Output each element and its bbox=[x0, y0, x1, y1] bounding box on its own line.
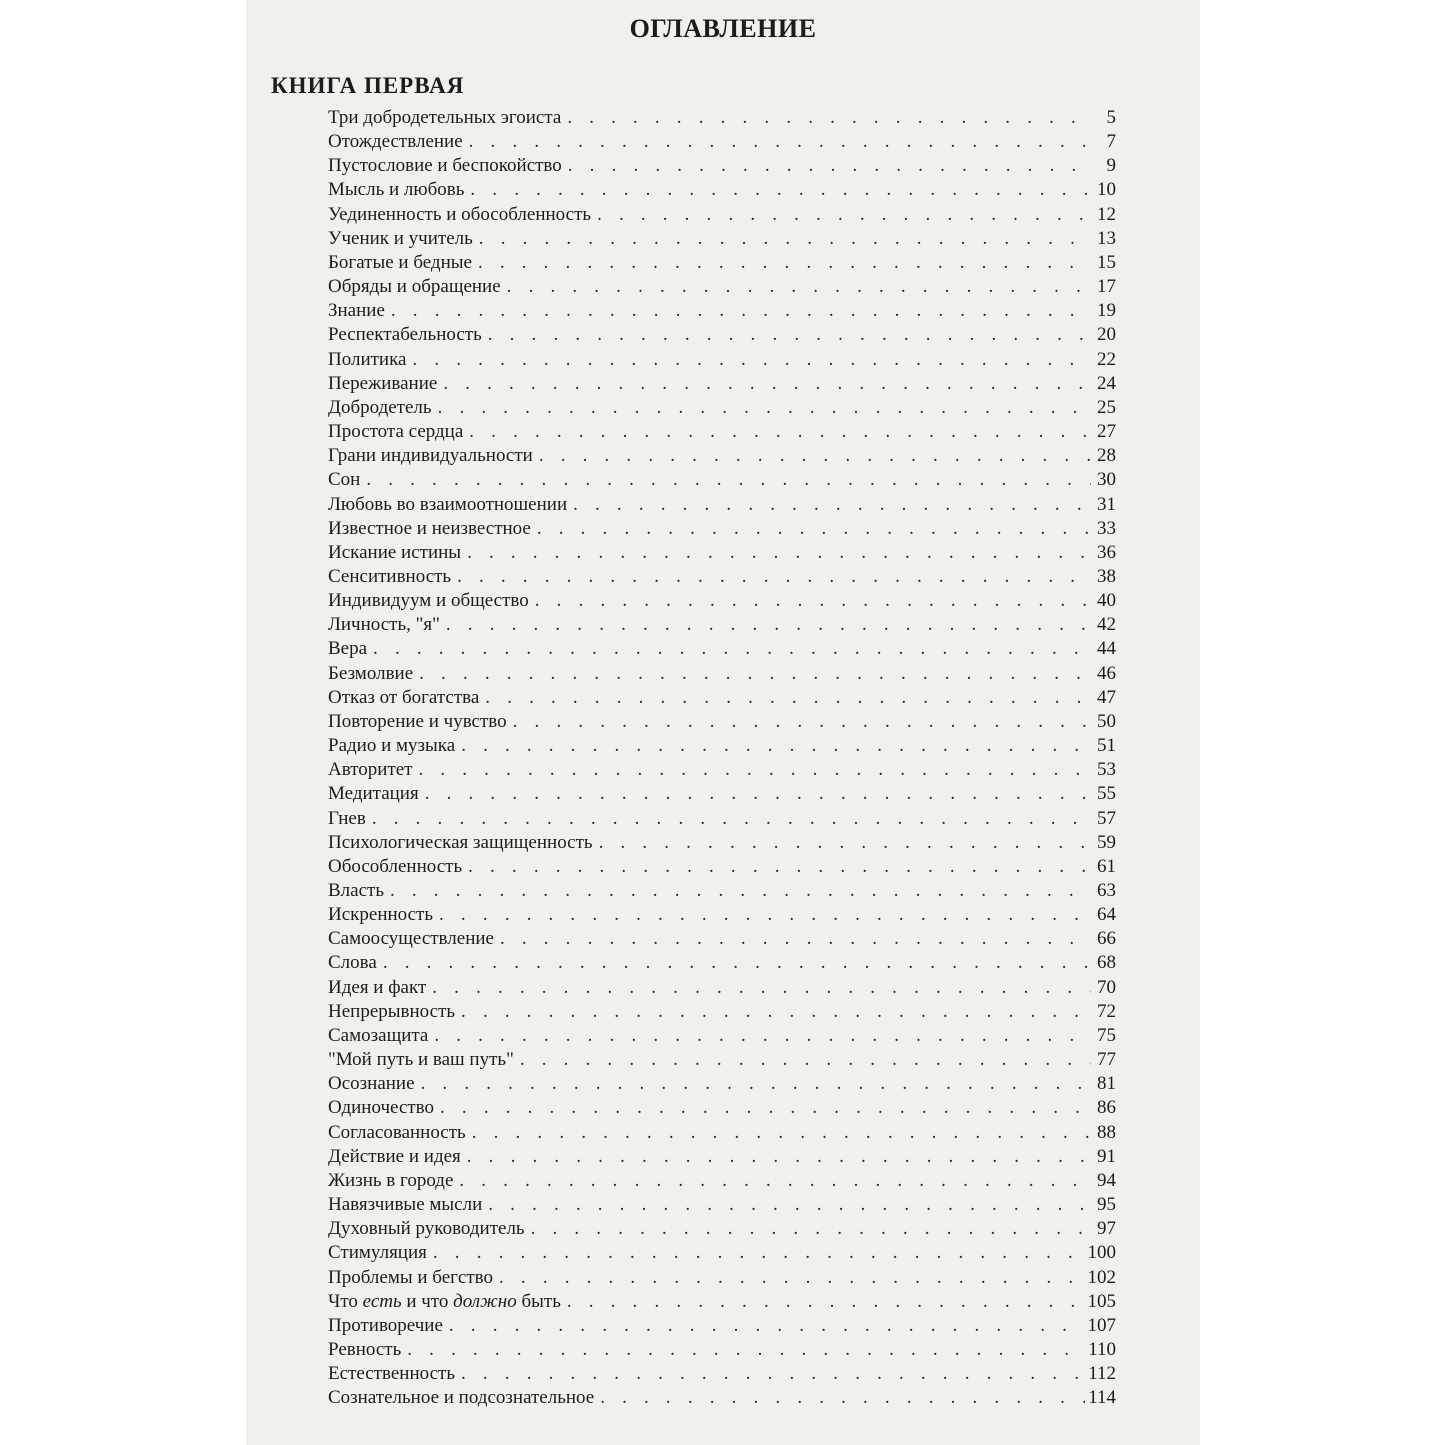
toc-entry-title: Проблемы и бегство bbox=[328, 1266, 494, 1288]
toc-page-number: 40 bbox=[1097, 590, 1116, 612]
toc-entry bbox=[328, 1241, 1116, 1265]
toc-entry-title: Радио и музыка bbox=[328, 735, 456, 757]
toc-entry-title: Гнев bbox=[328, 807, 366, 829]
toc-entry bbox=[328, 1386, 1116, 1410]
toc-entry bbox=[328, 1024, 1116, 1048]
toc-entry bbox=[328, 637, 1116, 661]
toc-entry-title: Три добродетельных эгоиста bbox=[328, 107, 562, 128]
toc-entry bbox=[328, 927, 1116, 951]
page-title: ОГЛАВЛЕНИЕ bbox=[629, 14, 817, 43]
toc-page-number: 36 bbox=[1097, 541, 1116, 563]
toc-dot-leader bbox=[461, 1362, 1085, 1386]
toc-entry bbox=[328, 1338, 1116, 1362]
toc-dot-leader bbox=[472, 1121, 1091, 1145]
toc-entry-title: Самоосуществление bbox=[328, 928, 494, 950]
toc-entry-title: Отказ от богатства bbox=[328, 686, 480, 708]
toc-dot-leader bbox=[407, 1338, 1085, 1362]
toc-dot-leader bbox=[366, 468, 1091, 492]
toc-page-number: 59 bbox=[1097, 831, 1116, 853]
toc-entry bbox=[328, 1290, 1116, 1314]
toc-page-number: 112 bbox=[1088, 1363, 1116, 1385]
toc-entry-title: Сознательное и подсознательное bbox=[328, 1387, 595, 1409]
toc-dot-leader bbox=[467, 1145, 1091, 1169]
toc-dot-leader bbox=[567, 1290, 1085, 1314]
toc-dot-leader bbox=[418, 758, 1091, 782]
toc-page-number: 13 bbox=[1097, 227, 1116, 249]
toc-entry-title: Безмолвие bbox=[328, 662, 414, 684]
toc-entry-title: Ученик и учитель bbox=[328, 227, 473, 249]
toc-entry-title: Навязчивые мысли bbox=[328, 1194, 483, 1216]
toc-entry bbox=[328, 1266, 1116, 1290]
toc-entry bbox=[328, 758, 1116, 782]
toc-entry bbox=[328, 444, 1116, 468]
toc-entry-title: Медитация bbox=[328, 783, 419, 805]
table-of-contents bbox=[328, 106, 1116, 1410]
toc-page-number: 55 bbox=[1097, 783, 1116, 805]
toc-entry-title: Что есть и что должно быть bbox=[328, 1290, 561, 1312]
toc-entry bbox=[328, 348, 1116, 372]
toc-page-number: 7 bbox=[1106, 131, 1116, 153]
toc-dot-leader bbox=[488, 323, 1091, 347]
toc-dot-leader bbox=[412, 348, 1091, 372]
toc-dot-leader bbox=[531, 1217, 1091, 1241]
toc-dot-leader bbox=[440, 1096, 1091, 1120]
toc-entry-title: Обряды и обращение bbox=[328, 276, 501, 298]
toc-entry bbox=[328, 323, 1116, 347]
toc-page-number: 51 bbox=[1097, 735, 1116, 757]
toc-entry-title: Духовный руководитель bbox=[328, 1218, 525, 1240]
toc-entry-title: Ревность bbox=[328, 1338, 402, 1360]
toc-entry-title: Искание истины bbox=[328, 541, 462, 563]
toc-dot-leader bbox=[425, 782, 1091, 806]
toc-dot-leader bbox=[434, 1024, 1091, 1048]
toc-entry bbox=[328, 420, 1116, 444]
toc-entry-title: Стимуляция bbox=[328, 1242, 427, 1264]
toc-page-number: 107 bbox=[1087, 1314, 1116, 1336]
toc-entry-title: Пустословие и беспокойство bbox=[328, 155, 562, 177]
toc-entry-title: "Мой путь и ваш путь" bbox=[328, 1049, 514, 1071]
toc-entry bbox=[328, 1121, 1116, 1145]
toc-dot-leader bbox=[539, 444, 1091, 468]
toc-page-number: 86 bbox=[1097, 1097, 1116, 1119]
toc-page-number: 10 bbox=[1097, 179, 1116, 201]
toc-entry bbox=[328, 1048, 1116, 1072]
toc-dot-leader bbox=[449, 1314, 1085, 1338]
toc-dot-leader bbox=[446, 613, 1091, 637]
toc-entry bbox=[328, 662, 1116, 686]
toc-entry bbox=[328, 565, 1116, 589]
toc-dot-leader bbox=[468, 855, 1091, 879]
toc-dot-leader bbox=[461, 1000, 1091, 1024]
toc-page-number: 88 bbox=[1097, 1121, 1116, 1143]
toc-entry-title: Политика bbox=[328, 348, 407, 370]
toc-page-number: 5 bbox=[1106, 107, 1116, 128]
toc-entry bbox=[328, 734, 1116, 758]
toc-entry-title: Известное и неизвестное bbox=[328, 517, 531, 539]
toc-entry-title: Простота сердца bbox=[328, 421, 464, 443]
toc-entry-title: Грани индивидуальности bbox=[328, 445, 533, 467]
toc-page-number: 77 bbox=[1097, 1049, 1116, 1071]
toc-page-number: 31 bbox=[1097, 493, 1116, 515]
toc-entry-title: Повторение и чувство bbox=[328, 710, 507, 732]
toc-page-number: 47 bbox=[1097, 686, 1116, 708]
toc-page-number: 110 bbox=[1088, 1338, 1116, 1360]
toc-page-number: 57 bbox=[1097, 807, 1116, 829]
toc-entry-title: Сон bbox=[328, 469, 361, 491]
toc-page-number: 81 bbox=[1097, 1073, 1116, 1095]
toc-page-number: 24 bbox=[1097, 372, 1116, 394]
toc-entry bbox=[328, 807, 1116, 831]
toc-dot-leader bbox=[433, 1241, 1085, 1265]
toc-entry-title: Согласованность bbox=[328, 1121, 466, 1143]
toc-entry bbox=[328, 541, 1116, 565]
toc-entry bbox=[328, 613, 1116, 637]
section-title: КНИГА ПЕРВАЯ bbox=[271, 73, 465, 98]
toc-page-number: 75 bbox=[1097, 1024, 1116, 1046]
toc-entry-title: Вера bbox=[328, 638, 368, 660]
toc-entry-title: Знание bbox=[328, 300, 385, 322]
toc-entry bbox=[328, 1217, 1116, 1241]
toc-dot-leader bbox=[535, 589, 1091, 613]
toc-entry-title: Богатые и бедные bbox=[328, 251, 472, 273]
toc-dot-leader bbox=[568, 154, 1091, 178]
toc-entry-title: Противоречие bbox=[328, 1314, 443, 1336]
toc-entry-title: Власть bbox=[328, 880, 384, 901]
toc-entry bbox=[328, 251, 1116, 275]
toc-page-number: 15 bbox=[1097, 251, 1116, 273]
toc-entry bbox=[328, 903, 1116, 927]
toc-entry-title: Уединенность и обособленность bbox=[328, 203, 592, 225]
toc-entry-title: Добродетель bbox=[328, 396, 432, 418]
toc-entry bbox=[328, 130, 1116, 154]
toc-dot-leader bbox=[513, 710, 1091, 734]
toc-entry bbox=[328, 855, 1116, 879]
toc-entry-title: Обособленность bbox=[328, 855, 463, 877]
toc-page-number: 12 bbox=[1097, 203, 1116, 225]
toc-page-number: 64 bbox=[1097, 904, 1116, 926]
toc-page-number: 42 bbox=[1097, 614, 1116, 636]
toc-dot-leader bbox=[470, 178, 1091, 202]
toc-dot-leader bbox=[443, 372, 1091, 396]
toc-dot-leader bbox=[469, 420, 1091, 444]
toc-dot-leader bbox=[439, 903, 1091, 927]
toc-page-number: 95 bbox=[1097, 1194, 1116, 1216]
toc-entry-title: Идея и факт bbox=[328, 976, 427, 998]
toc-page-number: 114 bbox=[1088, 1387, 1116, 1409]
toc-page-number: 44 bbox=[1097, 638, 1116, 660]
toc-dot-leader bbox=[478, 251, 1091, 275]
toc-page-number: 105 bbox=[1087, 1290, 1116, 1312]
toc-entry bbox=[328, 1000, 1116, 1024]
toc-entry-title: Авторитет bbox=[328, 759, 413, 781]
toc-page-number: 97 bbox=[1097, 1218, 1116, 1240]
toc-entry bbox=[328, 1096, 1116, 1120]
toc-page-number: 20 bbox=[1097, 324, 1116, 346]
toc-entry bbox=[328, 1314, 1116, 1338]
toc-entry-title: Психологическая защищенность bbox=[328, 831, 593, 853]
toc-page-number: 19 bbox=[1097, 300, 1116, 322]
toc-entry-title: Непрерывность bbox=[328, 1000, 456, 1022]
toc-entry bbox=[328, 227, 1116, 251]
toc-dot-leader bbox=[479, 227, 1091, 251]
toc-dot-leader bbox=[383, 951, 1091, 975]
toc-entry-title: Личность, "я" bbox=[328, 614, 440, 636]
toc-dot-leader bbox=[597, 203, 1091, 227]
toc-page-number: 100 bbox=[1087, 1242, 1116, 1264]
toc-entry-title: Действие и идея bbox=[328, 1145, 461, 1167]
toc-entry-title: Респектабельность bbox=[328, 324, 482, 346]
toc-entry bbox=[328, 710, 1116, 734]
toc-entry-title: Жизнь в городе bbox=[328, 1169, 454, 1191]
toc-dot-leader bbox=[520, 1048, 1091, 1072]
toc-dot-leader bbox=[467, 541, 1091, 565]
toc-entry bbox=[328, 1362, 1116, 1386]
toc-entry bbox=[328, 396, 1116, 420]
toc-entry bbox=[328, 299, 1116, 323]
toc-dot-leader bbox=[600, 1386, 1085, 1410]
toc-page-number: 38 bbox=[1097, 565, 1116, 587]
toc-entry bbox=[328, 1193, 1116, 1217]
toc-entry bbox=[328, 589, 1116, 613]
toc-page-number: 9 bbox=[1106, 155, 1116, 177]
toc-entry-title: Отождествление bbox=[328, 131, 463, 153]
toc-page-number: 22 bbox=[1097, 348, 1116, 370]
toc-dot-leader bbox=[438, 396, 1091, 420]
toc-page-number: 91 bbox=[1097, 1145, 1116, 1167]
toc-entry bbox=[328, 782, 1116, 806]
toc-dot-leader bbox=[432, 976, 1091, 1000]
toc-entry bbox=[328, 951, 1116, 975]
toc-dot-leader bbox=[599, 831, 1091, 855]
toc-dot-leader bbox=[390, 879, 1091, 903]
toc-entry-title: Любовь во взаимоотношении bbox=[328, 493, 568, 515]
toc-entry bbox=[328, 1145, 1116, 1169]
toc-entry bbox=[328, 976, 1116, 1000]
toc-page-number: 70 bbox=[1097, 976, 1116, 998]
toc-page-number: 72 bbox=[1097, 1000, 1116, 1022]
toc-entry-title: Слова bbox=[328, 952, 377, 974]
toc-dot-leader bbox=[391, 299, 1091, 323]
toc-entry-title: Естественность bbox=[328, 1363, 455, 1385]
toc-dot-leader bbox=[567, 106, 1091, 130]
toc-dot-leader bbox=[373, 637, 1091, 661]
toc-entry bbox=[328, 1072, 1116, 1096]
toc-entry-title: Мысль и любовь bbox=[328, 179, 465, 201]
toc-entry bbox=[328, 203, 1116, 227]
toc-page-number: 28 bbox=[1097, 445, 1116, 467]
toc-entry-title: Переживание bbox=[328, 372, 438, 394]
toc-dot-leader bbox=[419, 662, 1091, 686]
toc-page-number: 30 bbox=[1097, 469, 1116, 491]
toc-entry bbox=[328, 1169, 1116, 1193]
toc-dot-leader bbox=[459, 1169, 1091, 1193]
toc-entry bbox=[328, 106, 1116, 130]
toc-dot-leader bbox=[372, 807, 1091, 831]
toc-entry bbox=[328, 879, 1116, 903]
toc-dot-leader bbox=[507, 275, 1091, 299]
toc-entry-title: Сенситивность bbox=[328, 565, 452, 587]
toc-entry bbox=[328, 686, 1116, 710]
toc-page-number: 33 bbox=[1097, 517, 1116, 539]
toc-entry bbox=[328, 178, 1116, 202]
toc-page-number: 63 bbox=[1097, 880, 1116, 901]
toc-dot-leader bbox=[499, 1266, 1084, 1290]
toc-page-number: 68 bbox=[1097, 952, 1116, 974]
toc-dot-leader bbox=[488, 1193, 1091, 1217]
toc-entry bbox=[328, 275, 1116, 299]
toc-entry-title: Самозащита bbox=[328, 1024, 429, 1046]
toc-dot-leader bbox=[537, 517, 1091, 541]
toc-dot-leader bbox=[500, 927, 1091, 951]
toc-page-number: 94 bbox=[1097, 1169, 1116, 1191]
toc-entry bbox=[328, 372, 1116, 396]
toc-entry-title: Осознание bbox=[328, 1073, 415, 1095]
toc-page-number: 46 bbox=[1097, 662, 1116, 684]
toc-page-number: 27 bbox=[1097, 421, 1116, 443]
toc-entry bbox=[328, 154, 1116, 178]
toc-page-number: 25 bbox=[1097, 396, 1116, 418]
book-page bbox=[246, 0, 1200, 1445]
toc-entry bbox=[328, 468, 1116, 492]
toc-entry bbox=[328, 493, 1116, 517]
toc-dot-leader bbox=[457, 565, 1091, 589]
toc-page-number: 66 bbox=[1097, 928, 1116, 950]
toc-dot-leader bbox=[461, 734, 1091, 758]
toc-entry bbox=[328, 517, 1116, 541]
toc-dot-leader bbox=[573, 493, 1091, 517]
toc-page-number: 50 bbox=[1097, 710, 1116, 732]
toc-page-number: 17 bbox=[1097, 276, 1116, 298]
toc-entry-title: Индивидуум и общество bbox=[328, 590, 529, 612]
toc-dot-leader bbox=[469, 130, 1091, 154]
toc-dot-leader bbox=[485, 686, 1091, 710]
toc-page-number: 53 bbox=[1097, 759, 1116, 781]
toc-entry-title: Одиночество bbox=[328, 1097, 435, 1119]
toc-dot-leader bbox=[421, 1072, 1091, 1096]
toc-page-number: 102 bbox=[1087, 1266, 1116, 1288]
toc-entry bbox=[328, 831, 1116, 855]
toc-entry-title: Искренность bbox=[328, 904, 434, 926]
toc-page-number: 61 bbox=[1097, 855, 1116, 877]
